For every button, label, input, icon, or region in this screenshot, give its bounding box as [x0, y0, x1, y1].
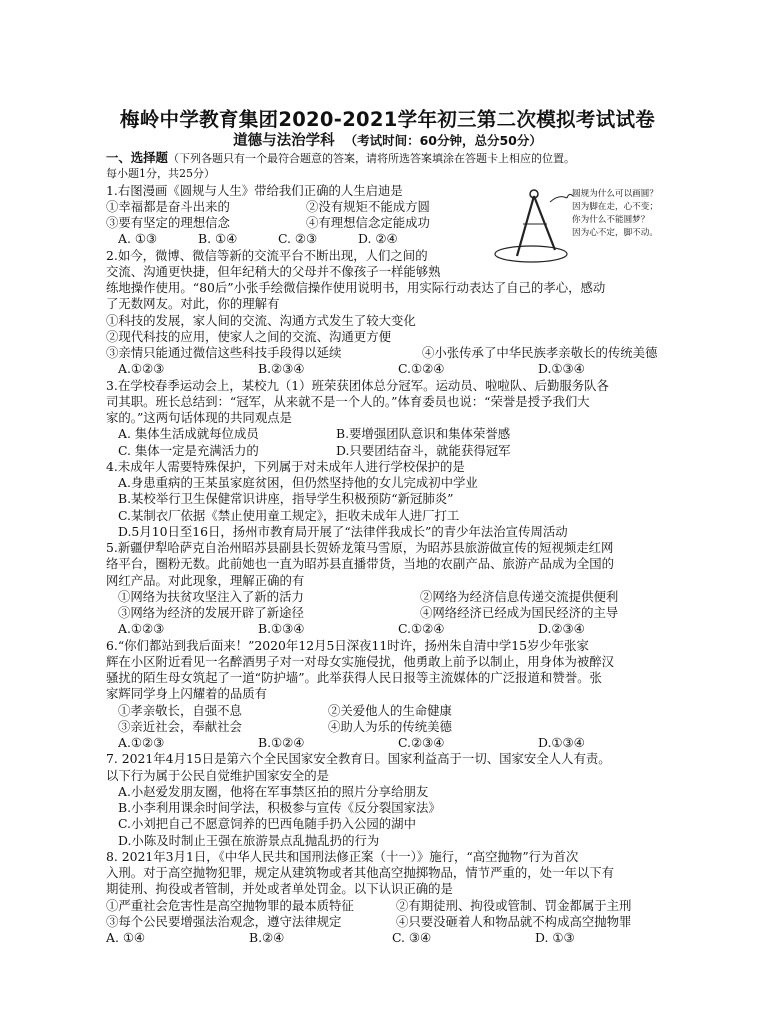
question-3-stem: 3.在学校春季运动会上，某校九（1）班荣获团体总分冠军。运动员、啦啦队、后勤服务队各 — [106, 377, 609, 393]
question-1-stem: 1.右图漫画《圆规与人生》带给我们正确的人生启迪是 — [106, 182, 403, 198]
question-6-choices: A.①②③ B.①②④ C.②③④ D.①③④ — [118, 735, 585, 750]
question-1-choices: A. ①③ B. ①④ C. ②③ D. ②④ — [118, 231, 398, 247]
question-4-option-c: C.某制衣厂依据《禁止使用童工规定》，拒收未成年人进厂打工 — [118, 507, 460, 523]
question-7-option-a: A.小赵爱发朋友圈，他将在军事禁区拍的照片分享给朋友 — [118, 783, 429, 799]
question-6-stem: 6.“你们都站到我后面来！”2020年12月5日深夜11时许，扬州朱自清中学15岁少年张家 — [106, 637, 589, 653]
question-4-option-b: B.某校举行卫生保健常识讲座，指导学生积极预防“新冠肺炎” — [118, 491, 454, 507]
question-7-option-c: C.小刘把自己不愿意饲养的巴西龟随手扔入公园的湖中 — [118, 816, 416, 832]
question-4-option-a: A.身患重病的王某虽家庭贫困，但仍然坚持他的女儿完成初中学业 — [118, 475, 478, 490]
subject-name: 道德与法治学科 — [233, 133, 335, 149]
comic-caption: 圆规为什么可以画圆？ 因为脚在走，心不变； 你为什么不能圆梦？ 因为心不定，脚不动。 — [572, 189, 658, 238]
question-5-choices: A.①②③ B.①③④ C.①②④ D.②③④ — [118, 621, 585, 637]
question-8-options: ①严重社会危害性是高空抛物罪的最本质特征 ②有期徒刑、拘役或管制、罚金都属于主刑 — [106, 897, 632, 913]
question-7-option-d: D.小陈及时制止王强在旅游景点乱抛乱扔的行为 — [118, 832, 380, 848]
question-7-option-b: B.小李利用课余时间学法，积极参与宣传《反分裂国家法》 — [118, 800, 441, 815]
exam-time-note: （考试时间：60分钟，总分50分） — [344, 133, 542, 148]
question-5-stem: 5.新疆伊犁哈萨克自治州昭苏县副县长贺娇龙策马雪原，为昭苏县旅游做宣传的短视频走红网 — [106, 540, 614, 555]
question-5-options: ①网络为扶贫攻坚注入了新的活力 ②网络为经济信息传递交流提供便利 — [118, 588, 619, 604]
question-body: 一、选择题（下列各题只有一个最符合题意的答案，请将所选答案填涂在答题卡上相应的位置。 每小题1分，共25分） 1.右图漫画《圆规与人生》带给我们正确的人生启迪是 ①幸福都是奋斗出来的 ②没有规矩不能成方圆 ③要有坚定的理想信念 ④有理想信念定能成功 A. ①③ B. ①④ C. ②③ D. ②④ 2.如今，微博、微信等新的交流平台不断出现，人们之间的 交流、沟通更快捷，但年纪稍大的父母并不像孩子一样能够熟 练地操作使用。“80后”小张手绘微信操作使用说明书，用实际行动表达了自己的孝心，感动 了无数网友。对此，你的理解有 ①科技的发展，家人间的交流、沟通方式发生了较大变化 ②现代科技的应用，使家人之间的交流、沟通更方便 ③亲情只能通过微信这些科技手段得以延续 ④小张传承了中华民族孝亲敬长的传统美德 A.①②③ B.②③④ C.①②④ D.①③④ 3.在学校春季运动会上，某校九（1）班荣获团体总分冠军。运动员、啦啦队、后勤服务队各 司其职。班长总结到：“冠军，从来就不是一个人的。”体育委员也说：“荣誉是授予我们大 家的。”这两句话体现的共同观点是 A. 集体生活成就每位成员 B.要增强团队意识和集体荣誉感 C. 集体一定是充满活力的 D.只要团结奋斗，就能获得冠军 4.未成年人需要特殊保护，下列属于对未成年人进行学校保护的是 A.身患重病的王某虽家庭贫困，但仍然坚持他的女儿完成初中学业 B.某校举行卫生保健常识讲座，指导学生积极预防“新冠肺炎” C.某制衣厂依据《禁止使用童工规定》，拒收未成年人进厂打工 D.5月10日至16日，扬州市教育局开展了“法律伴我成长”的青少年法治宣传周活动 5.新疆伊犁哈萨克自治州昭苏县副县长贺娇龙策马雪原，为昭苏县旅游做宣传的短视频走红网 络平台，圈粉无数。此前她也一直为昭苏县直播带货，当地的农副产品、旅游产品成为全国的 网红产品。对此现象，理解正确的有 ①网络为扶贫攻坚注入了新的活力 ②网络为经济信息传递交流提供便利 ③网络为经济的发展开辟了新途径 ④网络经济已经成为国民经济的主导 A.①②③ B.①③④ C.①②④ D.②③④ 6.“你们都站到我后面来！”2020年12月5日深夜11时许，扬州朱自清中学15岁少年张家 辉在小区附近看见一名醉酒男子对一对母女实施侵扰，他勇敢上前予以制止，用身体为被醉汉 骚扰的陌生母女筑起了一道“防护墙”。此举获得人民日报等主流媒体的广泛报道和赞誉。张 家辉同学身上闪耀着的品质有 ①孝亲敬长，自强不息 ②关爱他人的生命健康 ③亲近社会，奉献社会 ④助人为乐的传统美德 A.①②③ B.①②④ C.②③④ D.①③④ 7. 2021年4月15日是第六个全民国家安全教育日。国家利益高于一切、国家安全人人有责。 以下行为属于公民自觉维护国家安全的是 A.小赵爱发朋友圈，他将在军事禁区拍的照片分享给朋友 B.小李利用课余时间学法，积极参与宣传《反分裂国家法》 C.小刘把自己不愿意饲养的巴西龟随手扔入公园的湖中 D.小陈及时制止王强在旅游景点乱抛乱扔的行为 8. 2021年3月1日，《中华人民共和国刑法修正案（十一）》施行，“高空抛物”行为首次 入刑。对于高空抛物犯罪，规定从建筑物或者其他高空抛掷物品，情节严重的，处一年以下有 期徒刑、拘役或者管制，并处或者单处罚金。以下认识正确的是 ①严重社会危害性是高空抛物罪的最本质特征 ②有期徒刑、拘役或管制、罚金都属于主刑 ③每个公民要增强法治观念，遵守法律规定 ④只要没砸着人和物品就不构成高空抛物罪 A. ①④ B.②④ C. ③④ D. ①③ — [106, 150, 678, 946]
question-8-stem: 8. 2021年3月1日，《中华人民共和国刑法修正案（十一）》施行，“高空抛物”行为首次 — [106, 848, 579, 864]
question-7-stem: 7. 2021年4月15日是第六个全民国家安全教育日。国家利益高于一切、国家安全人人有责。 — [106, 751, 611, 767]
question-4-option-d: D.5月10日至16日，扬州市教育局开展了“法律伴我成长”的青少年法治宣传周活动 — [118, 523, 568, 539]
question-8-choices: A. ①④ B.②④ C. ③④ D. ①③ — [106, 930, 575, 945]
exam-title: 梅岭中学教育集团2020-2021学年初三第二次模拟考试试卷 — [119, 108, 656, 131]
question-2-stem: 2.如今，微博、微信等新的交流平台不断出现，人们之间的 — [106, 247, 428, 263]
section-instruction: 一、选择题（下列各题只有一个最符合题意的答案，请将所选答案填涂在答题卡上相应的位置。 — [106, 150, 575, 165]
question-6-options: ①孝亲敬长，自强不息 ②关爱他人的生命健康 — [118, 702, 452, 718]
question-4-stem: 4.未成年人需要特殊保护，下列属于对未成年人进行学校保护的是 — [106, 458, 465, 474]
question-2-options: ③亲情只能通过微信这些科技手段得以延续 ④小张传承了中华民族孝亲敬长的传统美德 — [106, 345, 658, 360]
question-2-choices: A.①②③ B.②③④ C.①②④ D.①③④ — [118, 361, 585, 377]
question-1-options: ①幸福都是奋斗出来的 ②没有规矩不能成方圆 — [106, 198, 430, 214]
exam-subtitle — [0, 129, 775, 150]
question-3-options: A. 集体生活成就每位成员 B.要增强团队意识和集体荣誉感 — [118, 426, 511, 442]
